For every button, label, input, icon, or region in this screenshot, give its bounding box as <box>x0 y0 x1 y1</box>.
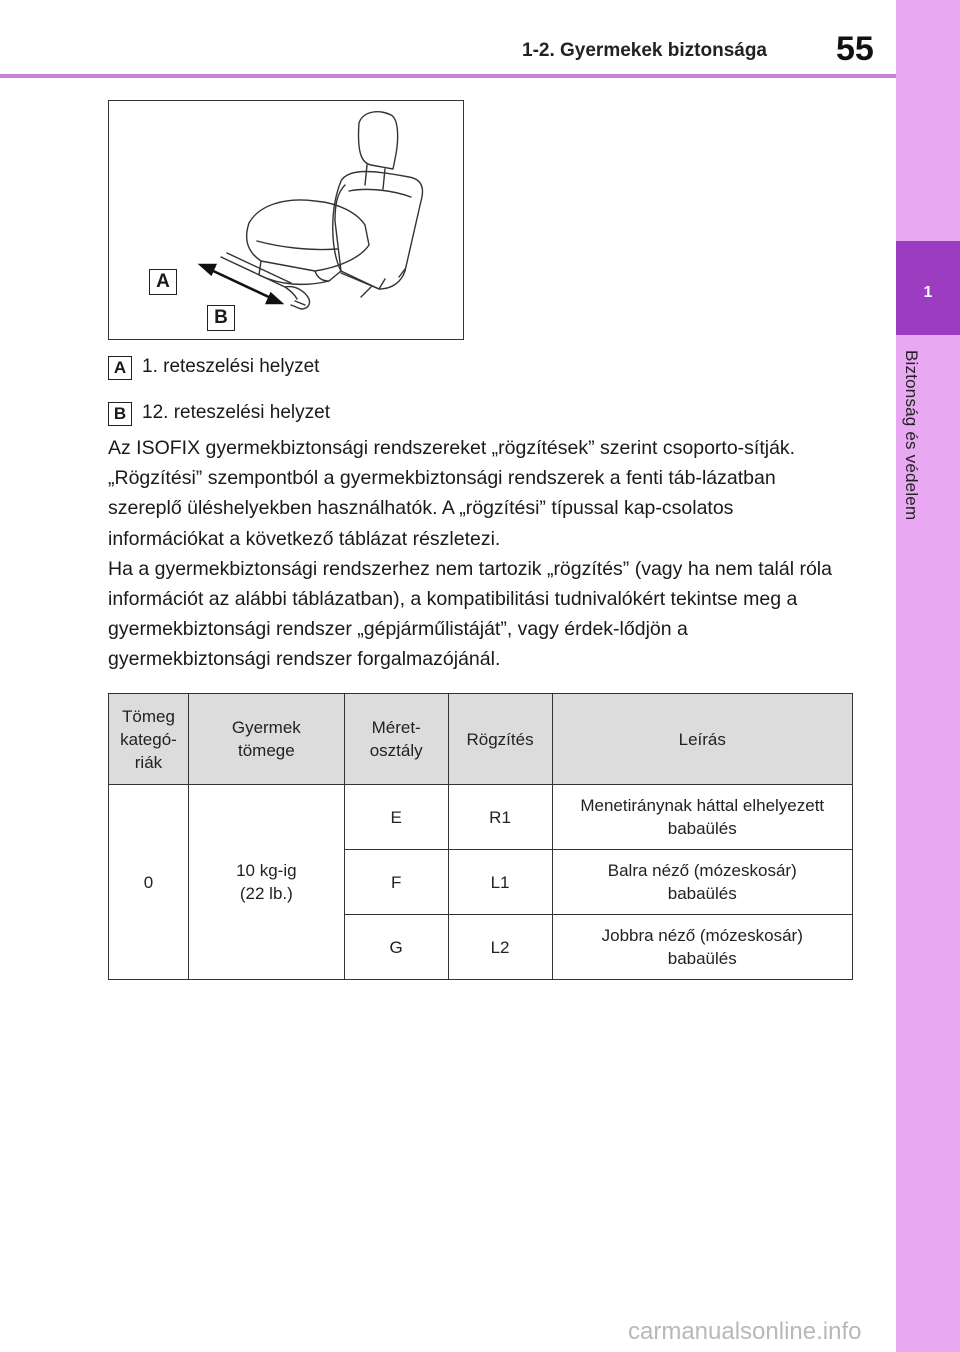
page-number: 55 <box>836 30 874 68</box>
legend-text-a: 1. reteszelési helyzet <box>142 356 320 377</box>
isofix-table <box>108 693 853 980</box>
table-header-row <box>109 694 853 785</box>
figure-label-b: B <box>207 305 235 331</box>
table-row <box>109 785 853 850</box>
legend-text-b: 12. reteszelési helyzet <box>142 402 330 423</box>
seat-illustration <box>108 100 464 340</box>
chapter-number: 1 <box>923 284 933 301</box>
cell-category: 0 <box>109 785 189 980</box>
legend-badge-a: A <box>108 356 132 380</box>
header-fixture: Rögzítés <box>448 694 552 785</box>
cell-size-class: F <box>344 850 448 915</box>
header-description: Leírás <box>552 694 853 785</box>
paragraph-2: Ha a gyermekbiztonsági rendszerhez nem tartozik „rögzítés” (vagy ha nem talál róla információt az alábbi táblázatban), a kompatibilitási tudnivalókért tekintse meg a gyermekbiztonsági rendszer „gépjárműlistáját”, vagy érdek-lődjön a gyermekbiztonsági rendszer forgalmazójánál. <box>108 557 832 671</box>
side-tab-strip <box>896 0 960 1352</box>
cell-fixture: L1 <box>448 850 552 915</box>
cell-description: Balra néző (mózeskosár) babaülés <box>552 850 853 915</box>
body-text <box>108 433 853 675</box>
paragraph-1: Az ISOFIX gyermekbiztonsági rendszereket „rögzítések” szerint csoporto-sítják. „Rögzítési” szempontból a gyermekbiztonsági rendszerek a fenti táb-lázatban szereplő üléshelyekben használhatók. A „rögzítési” típussal kap-csolatos információkat a következő táblázat részletezi. <box>108 437 796 550</box>
watermark: carmanualsonline.info <box>628 1318 862 1345</box>
header-divider <box>0 74 896 78</box>
figure-label-a: A <box>149 269 177 295</box>
cell-size-class: E <box>344 785 448 850</box>
cell-fixture: R1 <box>448 785 552 850</box>
section-title: 1-2. Gyermekek biztonsága <box>522 40 767 61</box>
seat-drawing <box>109 101 463 339</box>
cell-child-weight: 10 kg-ig (22 lb.) <box>188 785 344 980</box>
cell-description: Jobbra néző (mózeskosár) babaülés <box>552 915 853 980</box>
cell-fixture: L2 <box>448 915 552 980</box>
cell-description: Menetiránynak háttal elhelyezett babaülés <box>552 785 853 850</box>
chapter-title: Biztonság és védelem <box>902 350 921 521</box>
header-weight-category: Tömeg kategó- riák <box>109 694 189 785</box>
header-child-weight: Gyermek tömege <box>188 694 344 785</box>
header-size-class: Méret- osztály <box>344 694 448 785</box>
legend-badge-b: B <box>108 402 132 426</box>
cell-size-class: G <box>344 915 448 980</box>
